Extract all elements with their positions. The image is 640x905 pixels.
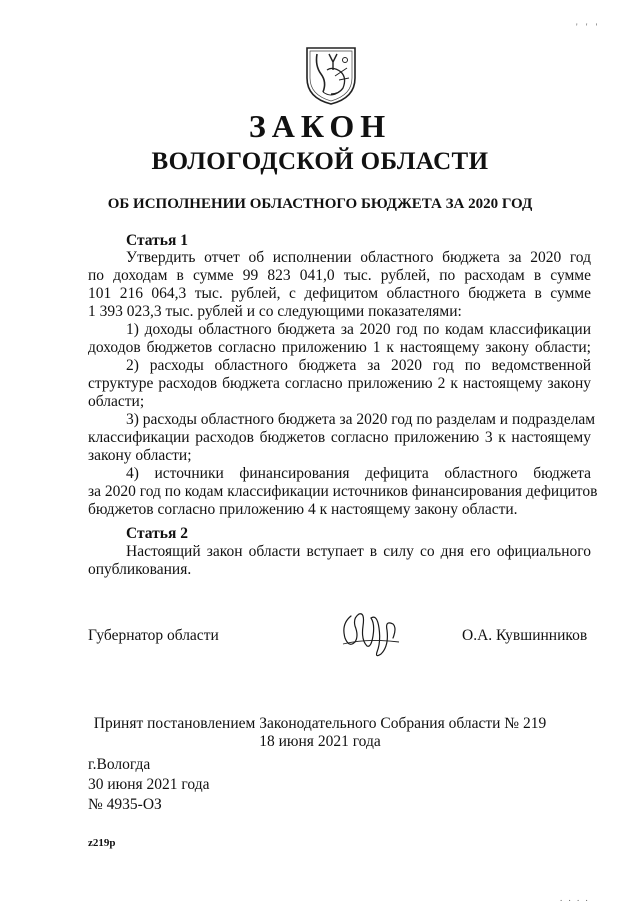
scan-mark-bottom: . . . . bbox=[560, 893, 590, 903]
paragraph-line: по доходам в сумме 99 823 041,0 тыс. рублей, по расходам в сумме bbox=[88, 267, 591, 284]
city: г.Вологда bbox=[88, 756, 151, 773]
paragraph-line: бюджетов согласно приложению 4 к настоящему закону области. bbox=[88, 501, 518, 518]
paragraph-line: 1) доходы областного бюджета за 2020 год по кодам классификации bbox=[126, 321, 591, 338]
document-subject: ОБ ИСПОЛНЕНИИ ОБЛАСТНОГО БЮДЖЕТА ЗА 2020 ГОД bbox=[107, 196, 533, 212]
scan-mark-top: ' ' ' bbox=[576, 22, 601, 32]
article-2-body bbox=[88, 543, 591, 579]
paragraph-line: доходов бюджетов согласно приложению 1 к настоящему закону области; bbox=[88, 339, 591, 356]
handwritten-signature bbox=[337, 602, 403, 660]
paragraph-line: закону области; bbox=[88, 447, 192, 464]
paragraph-line: 3) расходы областного бюджета за 2020 год по разделам и подразделам bbox=[126, 411, 596, 428]
paragraph-line: 101 216 064,3 тыс. рублей, с дефицитом областного бюджета в сумме bbox=[88, 285, 591, 302]
adoption-date: 18 июня 2021 года bbox=[259, 733, 381, 750]
paragraph-line: структуре расходов бюджета согласно приложению 2 к настоящему закону bbox=[88, 375, 591, 392]
paragraph-line: опубликования. bbox=[88, 561, 192, 578]
article-2-heading: Статья 2 bbox=[126, 525, 188, 542]
paragraph-line: классификации расходов бюджетов согласно приложению 3 к настоящему bbox=[88, 429, 591, 446]
paragraph-line: Настоящий закон области вступает в силу со дня его официального bbox=[126, 543, 591, 560]
law-number: № 4935-ОЗ bbox=[88, 796, 162, 813]
paragraph-line: 4) источники финансирования дефицита областного бюджета bbox=[126, 465, 591, 482]
paragraph-line: области; bbox=[88, 393, 145, 410]
adoption-note bbox=[0, 715, 640, 751]
paragraph-line: 2) расходы областного бюджета за 2020 год по ведомственной bbox=[126, 357, 591, 374]
coat-of-arms-emblem bbox=[303, 44, 359, 106]
adoption-line: Принят постановлением Законодательного Собрания области № 219 bbox=[93, 715, 547, 732]
signatory-title: Губернатор области bbox=[88, 627, 219, 644]
signing-date: 30 июня 2021 года bbox=[88, 776, 210, 793]
document-code: z219p bbox=[88, 837, 116, 849]
paragraph-line: Утвердить отчет об исполнении областного бюджета за 2020 год bbox=[126, 249, 591, 266]
article-1-body bbox=[88, 249, 598, 519]
paragraph-line: за 2020 год по кодам классификации источников финансирования дефицитов bbox=[88, 483, 598, 500]
document-title: ЗАКОН bbox=[248, 108, 392, 144]
paragraph-line: 1 393 023,3 тыс. рублей и со следующими показателями: bbox=[88, 303, 462, 320]
signatory-name: О.А. Кувшинников bbox=[462, 627, 588, 644]
place-date-block bbox=[88, 755, 209, 815]
article-1-heading: Статья 1 bbox=[126, 232, 188, 249]
document-subtitle: ВОЛОГОДСКОЙ ОБЛАСТИ bbox=[151, 148, 489, 175]
